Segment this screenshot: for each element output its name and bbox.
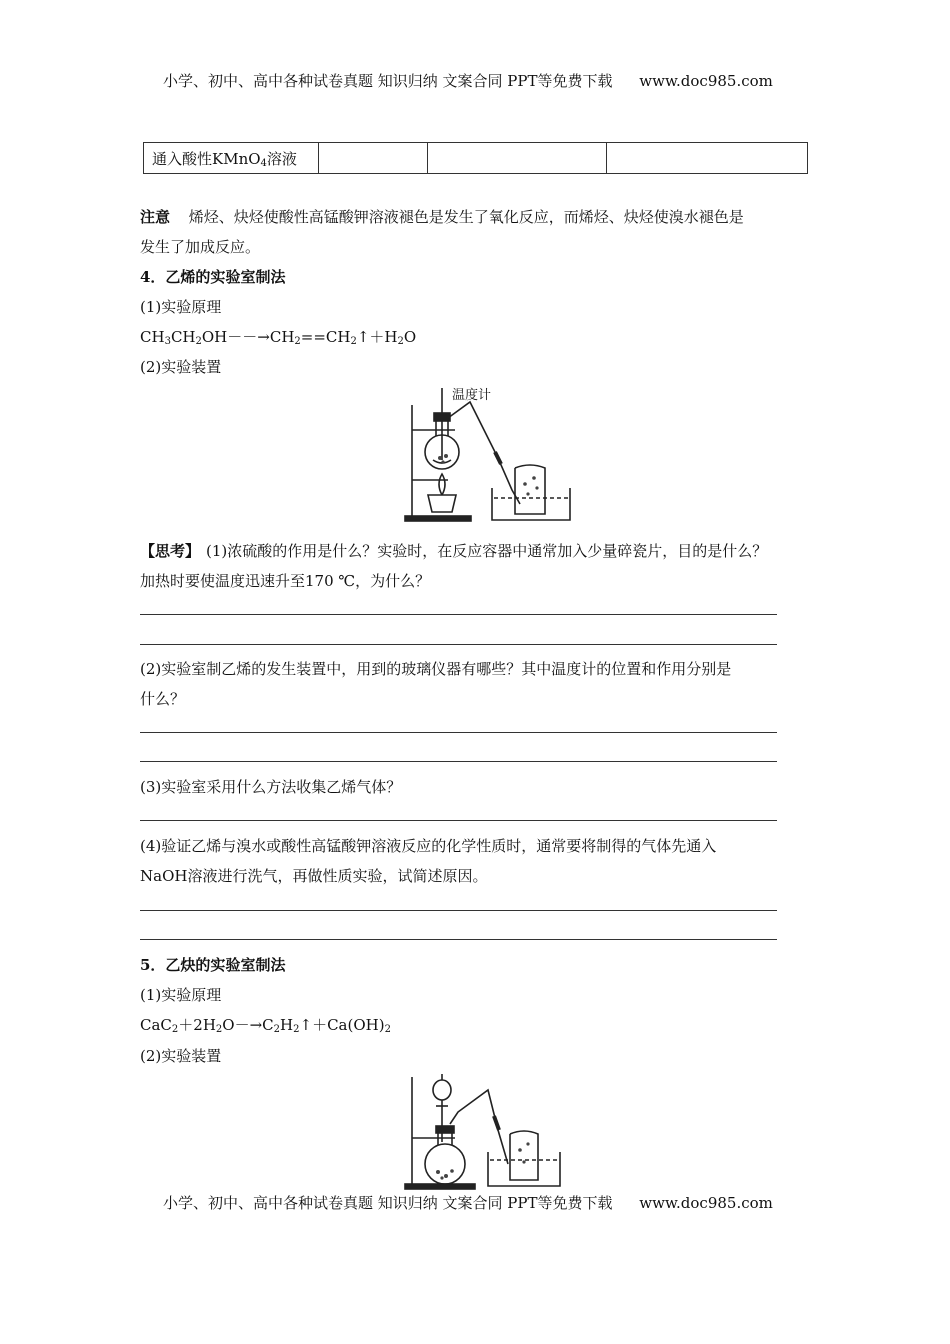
- s4-apparatus-label: (2)实验装置: [140, 358, 222, 376]
- comparison-table: [143, 142, 808, 174]
- note-line-2: 发生了加成反应。: [140, 238, 261, 256]
- s5-apparatus-label: (2)实验装置: [140, 1047, 222, 1065]
- table-cell: [428, 143, 607, 174]
- table-cell: [319, 143, 428, 174]
- think-q1-line-1: 【思考】 (1)浓硫酸的作用是什么？实验时，在反应容器中通常加入少量碎瓷片，目的是什么？: [140, 542, 768, 560]
- table-row: [144, 143, 808, 174]
- think-q2-line-1: (2)实验室制乙烯的发生装置中，用到的玻璃仪器有哪些？其中温度计的位置和作用分别是: [140, 660, 732, 678]
- acetylene-equation: $CaC_2+2H_2O-\to C_2H_2↑+Ca(OH)_2$: [140, 1016, 391, 1035]
- acetylene-apparatus-figure: [400, 1072, 565, 1190]
- answer-line: [140, 732, 777, 733]
- answer-line: [140, 820, 777, 821]
- header-url: www.doc985.com: [639, 72, 773, 90]
- header-text: 小学、初中、高中各种试卷真题 知识归纳 文案合同 PPT等免费下载: [163, 72, 613, 90]
- thermometer-label: 温度计: [452, 388, 492, 403]
- answer-line: [140, 644, 777, 645]
- think-q1-line-2: 加热时要使温度迅速升至170 ℃，为什么？: [140, 572, 431, 590]
- ethylene-equation: $CH_3CH_2OH--\to CH_2==CH_2↑+H_2O$: [140, 328, 417, 347]
- think-q3: (3)实验室采用什么方法收集乙烯气体？: [140, 778, 402, 796]
- page-footer: [163, 1192, 773, 1213]
- think-q4-line-1: (4)验证乙烯与溴水或酸性高锰酸钾溶液反应的化学性质时，通常要将制得的气体先通入: [140, 837, 717, 855]
- note-line-1: 注意 烯烃、炔烃使酸性高锰酸钾溶液褪色是发生了氧化反应，而烯烃、炔烃使溴水褪色是: [140, 208, 744, 226]
- think-q2-line-2: 什么？: [140, 690, 186, 708]
- s5-principle-label: (1)实验原理: [140, 986, 222, 1004]
- footer-text: 小学、初中、高中各种试卷真题 知识归纳 文案合同 PPT等免费下载: [163, 1194, 613, 1212]
- footer-url: www.doc985.com: [639, 1194, 773, 1212]
- ethylene-apparatus-figure: [400, 380, 575, 525]
- table-row-label: 通入酸性KMnO$_4$溶液: [144, 143, 319, 174]
- acetylene-apparatus-drawing: [400, 1072, 565, 1190]
- page-header: [163, 70, 773, 91]
- answer-line: [140, 910, 777, 911]
- section-4-title: 4．乙烯的实验室制法: [140, 268, 286, 286]
- think-q4-line-2: NaOH溶液进行洗气，再做性质实验，试简述原因。: [140, 867, 488, 885]
- answer-line: [140, 761, 777, 762]
- s4-principle-label: (1)实验原理: [140, 298, 222, 316]
- answer-line: [140, 614, 777, 615]
- answer-line: [140, 939, 777, 940]
- table-cell: [607, 143, 808, 174]
- section-5-title: 5．乙炔的实验室制法: [140, 956, 286, 974]
